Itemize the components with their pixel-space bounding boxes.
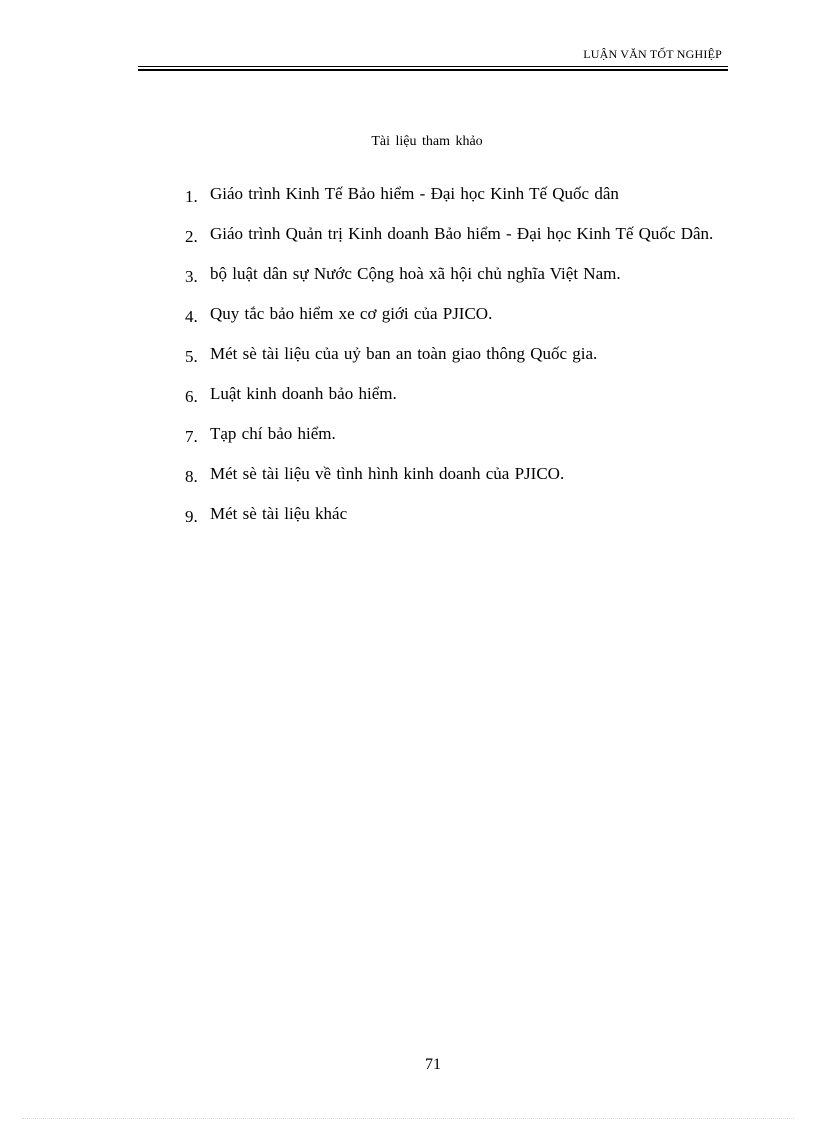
- page-number: 71: [425, 1056, 441, 1073]
- reference-item: [185, 418, 721, 449]
- reference-number: 7.: [185, 427, 198, 446]
- reference-item: [185, 178, 721, 209]
- reference-text: Tạp chí bảo hiểm.: [210, 424, 336, 443]
- reference-list: [185, 178, 721, 538]
- reference-number: 5.: [185, 347, 198, 366]
- reference-number: 9.: [185, 507, 198, 526]
- reference-text: Luật kinh doanh bảo hiểm.: [210, 384, 397, 403]
- reference-number: 8.: [185, 467, 198, 486]
- reference-item: [185, 298, 721, 329]
- reference-text: Giáo trình Kinh Tế Bảo hiểm - Đại học Kinh Tế Quốc dân: [210, 184, 619, 203]
- reference-text: Mét sè tài liệu khác: [210, 504, 348, 523]
- reference-item: [185, 218, 721, 249]
- section-title: Tài liệu tham khảo: [371, 134, 483, 149]
- header-title: LUẬN VĂN TỐT NGHIỆP: [583, 47, 722, 61]
- reference-item: [185, 458, 721, 489]
- reference-item: [185, 338, 721, 369]
- header-divider: [138, 66, 728, 67]
- reference-number: 3.: [185, 267, 198, 286]
- reference-text: Giáo trình Quản trị Kinh doanh Bảo hiểm - Đại học Kinh Tế Quốc Dân.: [210, 224, 714, 243]
- reference-number: 4.: [185, 307, 198, 326]
- page-bottom-border: [22, 1118, 794, 1119]
- reference-text: Mét sè tài liệu của uỷ ban an toàn giao thông Quốc gia.: [210, 344, 598, 363]
- reference-item: [185, 378, 721, 409]
- reference-text: bộ luật dân sự Nước Cộng hoà xã hội chủ nghĩa Việt Nam.: [210, 264, 621, 283]
- reference-number: 1.: [185, 187, 198, 206]
- reference-number: 6.: [185, 387, 198, 406]
- reference-number: 2.: [185, 227, 198, 246]
- reference-item: [185, 258, 721, 289]
- reference-text: Quy tắc bảo hiểm xe cơ giới của PJICO.: [210, 304, 493, 323]
- header-divider-thick: [138, 69, 728, 71]
- reference-text: Mét sè tài liệu về tình hình kinh doanh của PJICO.: [210, 464, 565, 483]
- reference-item: [185, 498, 721, 529]
